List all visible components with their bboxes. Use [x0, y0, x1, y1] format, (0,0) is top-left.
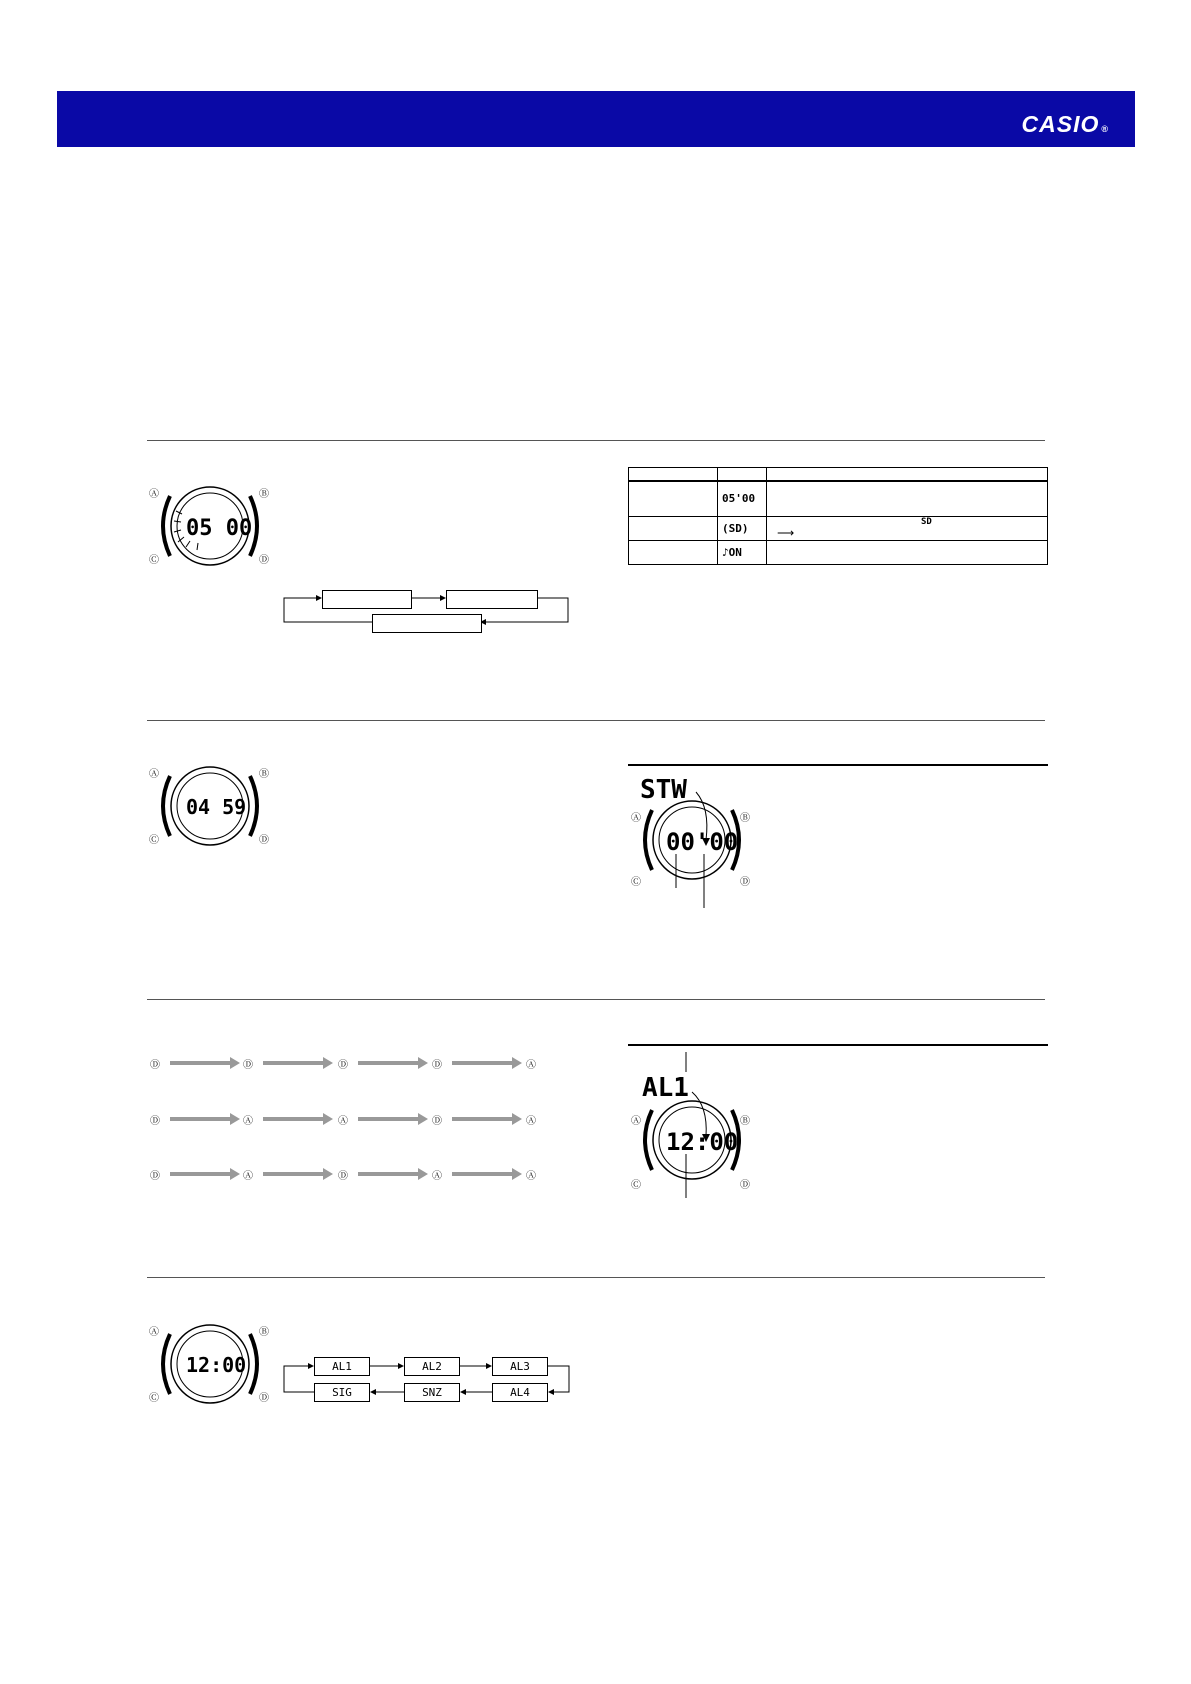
sequence-button: Ⓓ — [338, 1060, 348, 1071]
alarm-cycle-snz: SNZ — [404, 1383, 460, 1402]
sequence-button: Ⓐ — [243, 1171, 253, 1182]
sequence-button: Ⓓ — [150, 1116, 160, 1127]
sequence-button: Ⓐ — [526, 1116, 536, 1127]
sequence-button: Ⓓ — [338, 1171, 348, 1182]
alarm-cycle-al4: AL4 — [492, 1383, 548, 1402]
alarm-mode-label: AL1 — [642, 1073, 689, 1103]
button-a-label: Ⓐ — [149, 769, 159, 780]
button-a-label: Ⓐ — [631, 813, 641, 824]
button-d-label: Ⓓ — [259, 1393, 269, 1404]
alarm-cycle-sig: SIG — [314, 1383, 370, 1402]
sequence-button: Ⓓ — [150, 1060, 160, 1071]
button-d-label: Ⓓ — [259, 835, 269, 846]
flow-box-2 — [446, 590, 538, 609]
button-d-label: Ⓓ — [740, 1180, 750, 1191]
brand-text: CASIO — [1021, 111, 1100, 137]
button-b-label: Ⓑ — [740, 1116, 750, 1127]
button-c-label: Ⓒ — [149, 1393, 159, 1404]
flow-box-1 — [322, 590, 412, 609]
arrow-icon: ⟶ — [777, 525, 795, 540]
button-b-label: Ⓑ — [740, 813, 750, 824]
registered-mark: ® — [1101, 124, 1109, 134]
button-a-label: Ⓐ — [149, 1327, 159, 1338]
button-d-label: Ⓓ — [259, 555, 269, 566]
sequence-button: Ⓐ — [338, 1116, 348, 1127]
alarm-display: 12:00 — [666, 1128, 739, 1156]
sequence-button: Ⓐ — [526, 1060, 536, 1071]
sequence-button: Ⓓ — [150, 1171, 160, 1182]
table-row — [629, 481, 1048, 516]
button-b-label: Ⓑ — [259, 1327, 269, 1338]
stopwatch-mode-label: STW — [640, 775, 687, 805]
section-divider-1 — [147, 440, 1045, 441]
alarm-cycle-al2: AL2 — [404, 1357, 460, 1376]
sequence-button: Ⓐ — [432, 1171, 442, 1182]
watch-illustration-4 — [148, 1322, 272, 1406]
watch-display-2: 04 59 — [186, 795, 247, 819]
button-a-label: Ⓐ — [149, 489, 159, 500]
auto-repeat-inline-icon: SD — [921, 516, 932, 527]
button-b-label: Ⓑ — [259, 489, 269, 500]
table-row — [629, 516, 1048, 540]
sequence-button: Ⓓ — [432, 1116, 442, 1127]
section-divider-2 — [147, 720, 1045, 721]
flow-box-3 — [372, 614, 482, 633]
button-c-label: Ⓒ — [149, 555, 159, 566]
watch-display-4: 12:00 — [186, 1353, 247, 1377]
table-header-row — [629, 468, 1048, 482]
section-divider-4 — [147, 1277, 1045, 1278]
button-c-label: Ⓒ — [631, 877, 641, 888]
button-b-label: Ⓑ — [259, 769, 269, 780]
sequence-button: Ⓓ — [432, 1060, 442, 1071]
timer-icon: 05'00 — [718, 481, 767, 516]
auto-repeat-icon: (SD) — [718, 516, 767, 540]
button-d-label: Ⓓ — [740, 877, 750, 888]
header-bar — [57, 91, 1135, 147]
sequence-button: Ⓐ — [243, 1116, 253, 1127]
casio-logo — [1022, 111, 1109, 138]
subsection-rule-alarm — [628, 1044, 1048, 1046]
button-sequence-diagram — [148, 1055, 548, 1185]
watch-illustration-2 — [148, 764, 272, 848]
sequence-button: Ⓐ — [526, 1171, 536, 1182]
button-c-label: Ⓒ — [149, 835, 159, 846]
alarm-cycle-al3: AL3 — [492, 1357, 548, 1376]
stopwatch-illustration — [630, 770, 760, 910]
alarm-cycle-al1: AL1 — [314, 1357, 370, 1376]
button-c-label: Ⓒ — [631, 1180, 641, 1191]
subsection-rule-stopwatch — [628, 764, 1048, 766]
watch-display-1: 05 00 — [186, 516, 253, 541]
watch-illustration-1 — [148, 484, 272, 568]
section-divider-3 — [147, 999, 1045, 1000]
alarm-on-icon: ♪ON — [718, 540, 767, 564]
button-a-label: Ⓐ — [631, 1116, 641, 1127]
indicator-table — [628, 467, 1048, 565]
sequence-button: Ⓓ — [243, 1060, 253, 1071]
stopwatch-display: 00'00 — [666, 828, 739, 856]
table-row — [629, 540, 1048, 564]
